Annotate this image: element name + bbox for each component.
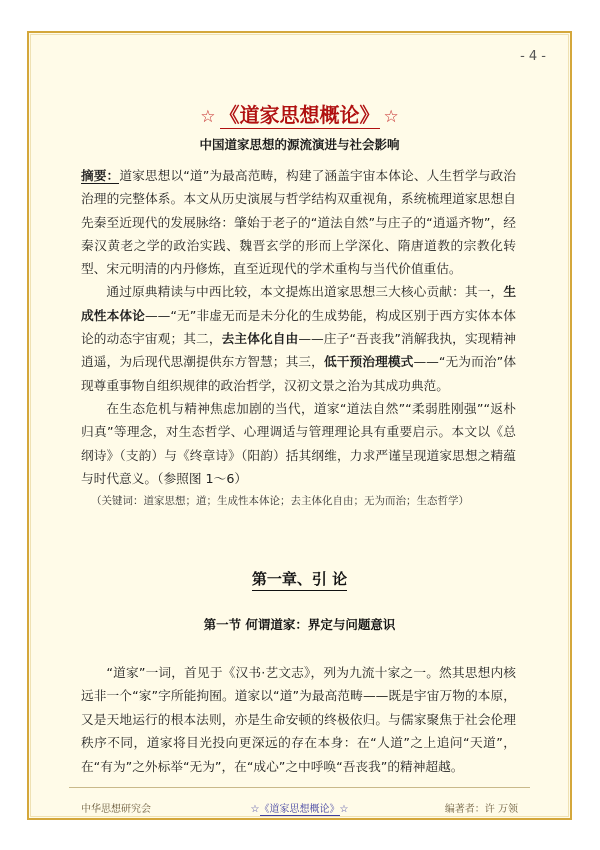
star-icon: ☆ [383, 107, 399, 127]
abstract-label: 摘要： [81, 168, 120, 183]
abstract-text-2c: ——庄子“吾丧我”消解我执，实现精神逍遥，为后现代思潮提供东方智慧；其三， [81, 331, 517, 370]
keyword-ontology: 生成性本体论 [81, 284, 516, 323]
abstract-text-2d: ——“无为而治”体现尊重事物自组织规律的政治哲学，汉初文景之治为其成功典范。 [81, 354, 517, 393]
footer-organization: 中华思想研究会 [81, 804, 151, 815]
footer-divider [69, 787, 530, 788]
abstract-text-2b: ——“无”非虚无而是未分化的生成势能，构成区别于西方实体本体论的动态宇宙观；其二， [81, 307, 516, 347]
keyword-freedom: 去主体化自由 [221, 331, 299, 347]
abstract-paragraph-1 [81, 164, 516, 280]
page-frame [27, 31, 572, 820]
document-subtitle: 中国道家思想的源流演进与社会影响 [199, 137, 400, 152]
star-icon: ☆ [339, 804, 349, 815]
footer-title-text: 《道家思想概论》 [259, 804, 340, 815]
star-icon: ☆ [200, 107, 216, 127]
keyword-governance: 低干预治理模式 [323, 354, 414, 370]
section-heading: 第一节 何谓道家：界定与问题意识 [203, 617, 396, 632]
abstract-text-1: 道家思想以“道”为最高范畴，构建了涵盖宇宙本体论、人生哲学与政治治理的完整体系。本文从历史演展与哲学结构双重视角，系统梳理道家思想自先秦至近现代的发展脉络：肇始于老子的“道法自然”与庄子的“逍遥齐物”，经秦汉黄老之学的政治实践、魏晋玄学的形而上学深化、隋唐道教的宗教化转型、宋元明清的内丹修炼，直至近现代的学术重构与当代价值重估。 [81, 168, 516, 277]
abstract-block [81, 164, 516, 512]
chapter-title: 第一章、引 论 [252, 570, 347, 591]
abstract-paragraph-3: 在生态危机与精神焦虑加剧的当代，道家“道法自然”“柔弱胜刚强”“返朴归真”等理念，对生态哲学、心理调适与管理理论具有重要启示。本文以《总纲诗》（支韵）与《终章诗》（阳韵）括其纲维，力求严谨呈现道家思想之精蕴与时代意义。（参照图 1～6） [81, 400, 516, 486]
keywords-line: （关键词：道家思想；道；生成性本体论；去主体化自由；无为而治；生态哲学） [91, 495, 469, 508]
section-body [81, 648, 516, 788]
document-title [29, 99, 570, 128]
chapter-heading [29, 568, 570, 589]
abstract-text-2a: 通过原典精读与中西比较，本文提炼出道家思想三大核心贡献：其一， [106, 284, 504, 300]
star-icon: ☆ [250, 804, 260, 815]
section-paragraph: “道家”一词，首见于《汉书·艺文志》，列为九流十家之一。然其思想内核远非一个“家”字所能拘囿。道家以“道”为最高范畴——既是宇宙万物的本原，又是天地运行的根本法则，亦是生命安顿的终极依归。与儒家聚焦于社会伦理秩序不同，道家将目光投向更深远的存在本身：在“人道”之上追问“天道”，在“有为”之外标举“无为”，在“成心”之中呼唤“吾丧我”的精神超越。 [81, 664, 516, 774]
page-number: - 4 - [520, 49, 546, 64]
title-text: 《道家思想概论》 [219, 103, 380, 127]
abstract-paragraph-2 [81, 280, 516, 396]
footer-author: 编著者：许 万领 [444, 804, 518, 815]
